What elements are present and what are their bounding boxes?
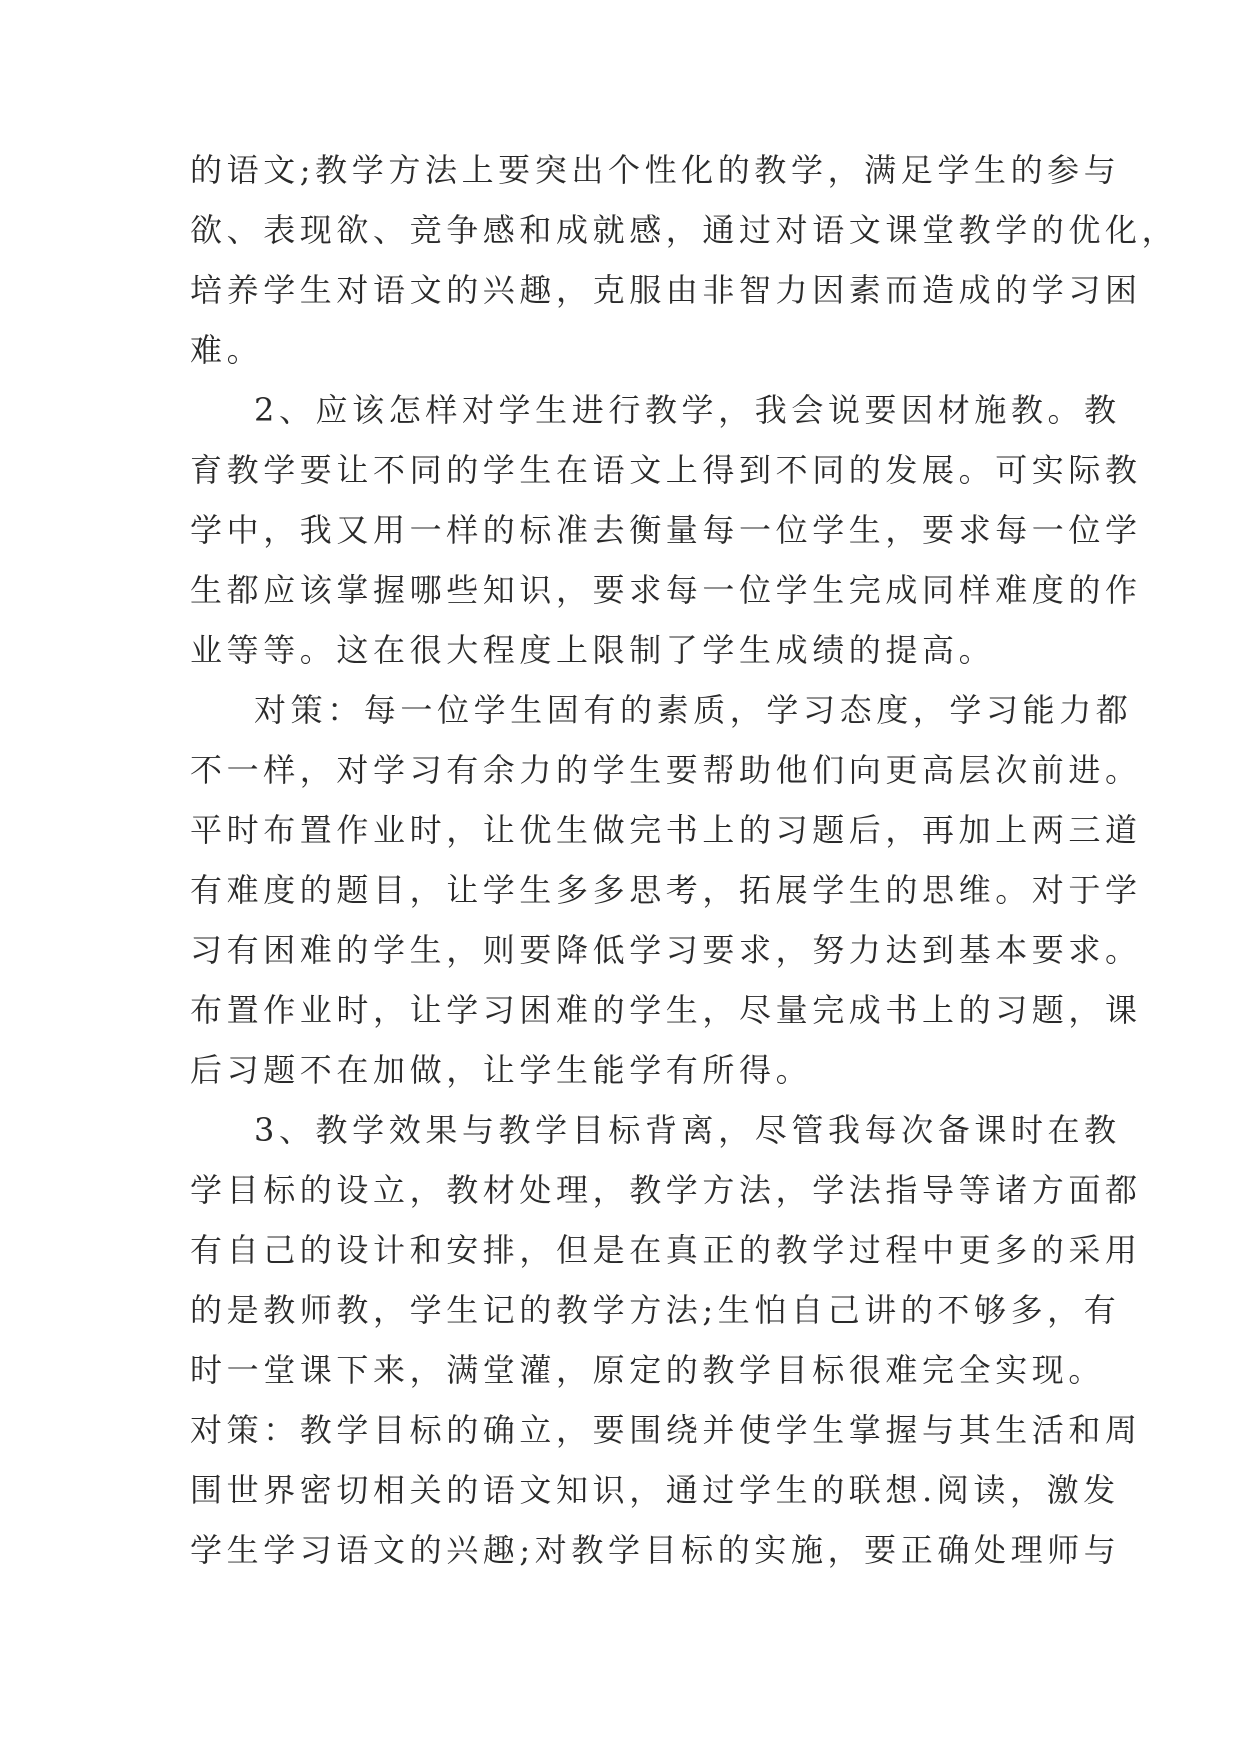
text-line: 平时布置作业时，让优生做完书上的习题后，再加上两三道 bbox=[190, 811, 1142, 849]
text-line: 对策：教学目标的确立，要围绕并使学生掌握与其生活和周 bbox=[190, 1411, 1142, 1449]
text-line: 布置作业时，让学习困难的学生，尽量完成书上的习题，课 bbox=[190, 991, 1142, 1029]
text-line: 的语文;教学方法上要突出个性化的教学，满足学生的参与 bbox=[190, 151, 1121, 189]
paragraph-start-line: 2、应该怎样对学生进行教学，我会说要因材施教。教 bbox=[254, 391, 1121, 429]
text-line: 欲、表现欲、竞争感和成就感，通过对语文课堂教学的优化， bbox=[190, 211, 1179, 249]
text-line: 时一堂课下来，满堂灌，原定的教学目标很难完全实现。 bbox=[190, 1351, 1106, 1389]
text-line: 育教学要让不同的学生在语文上得到不同的发展。可实际教 bbox=[190, 451, 1142, 489]
text-line: 有难度的题目，让学生多多思考，拓展学生的思维。对于学 bbox=[190, 871, 1142, 909]
text-line: 业等等。这在很大程度上限制了学生成绩的提高。 bbox=[190, 631, 996, 669]
text-line: 学中，我又用一样的标准去衡量每一位学生，要求每一位学 bbox=[190, 511, 1142, 549]
text-line: 难。 bbox=[190, 331, 264, 369]
text-line: 培养学生对语文的兴趣，克服由非智力因素而造成的学习困 bbox=[190, 271, 1142, 309]
text-line: 不一样，对学习有余力的学生要帮助他们向更高层次前进。 bbox=[190, 751, 1142, 789]
text-line: 有自己的设计和安排，但是在真正的教学过程中更多的采用 bbox=[190, 1231, 1142, 1269]
text-line: 后习题不在加做，让学生能学有所得。 bbox=[190, 1051, 813, 1089]
text-line: 围世界密切相关的语文知识，通过学生的联想.阅读，激发 bbox=[190, 1471, 1120, 1509]
paragraph-start-line: 对策：每一位学生固有的素质，学习态度，学习能力都 bbox=[254, 691, 1133, 729]
text-line: 学目标的设立，教材处理，教学方法，学法指导等诸方面都 bbox=[190, 1171, 1142, 1209]
text-line: 生都应该掌握哪些知识，要求每一位学生完成同样难度的作 bbox=[190, 571, 1142, 609]
paragraph-start-line: 3、教学效果与教学目标背离，尽管我每次备课时在教 bbox=[254, 1111, 1121, 1149]
text-line: 的是教师教，学生记的教学方法;生怕自己讲的不够多，有 bbox=[190, 1291, 1121, 1329]
text-line: 学生学习语文的兴趣;对教学目标的实施，要正确处理师与 bbox=[190, 1531, 1121, 1569]
text-line: 习有困难的学生，则要降低学习要求，努力达到基本要求。 bbox=[190, 931, 1142, 969]
